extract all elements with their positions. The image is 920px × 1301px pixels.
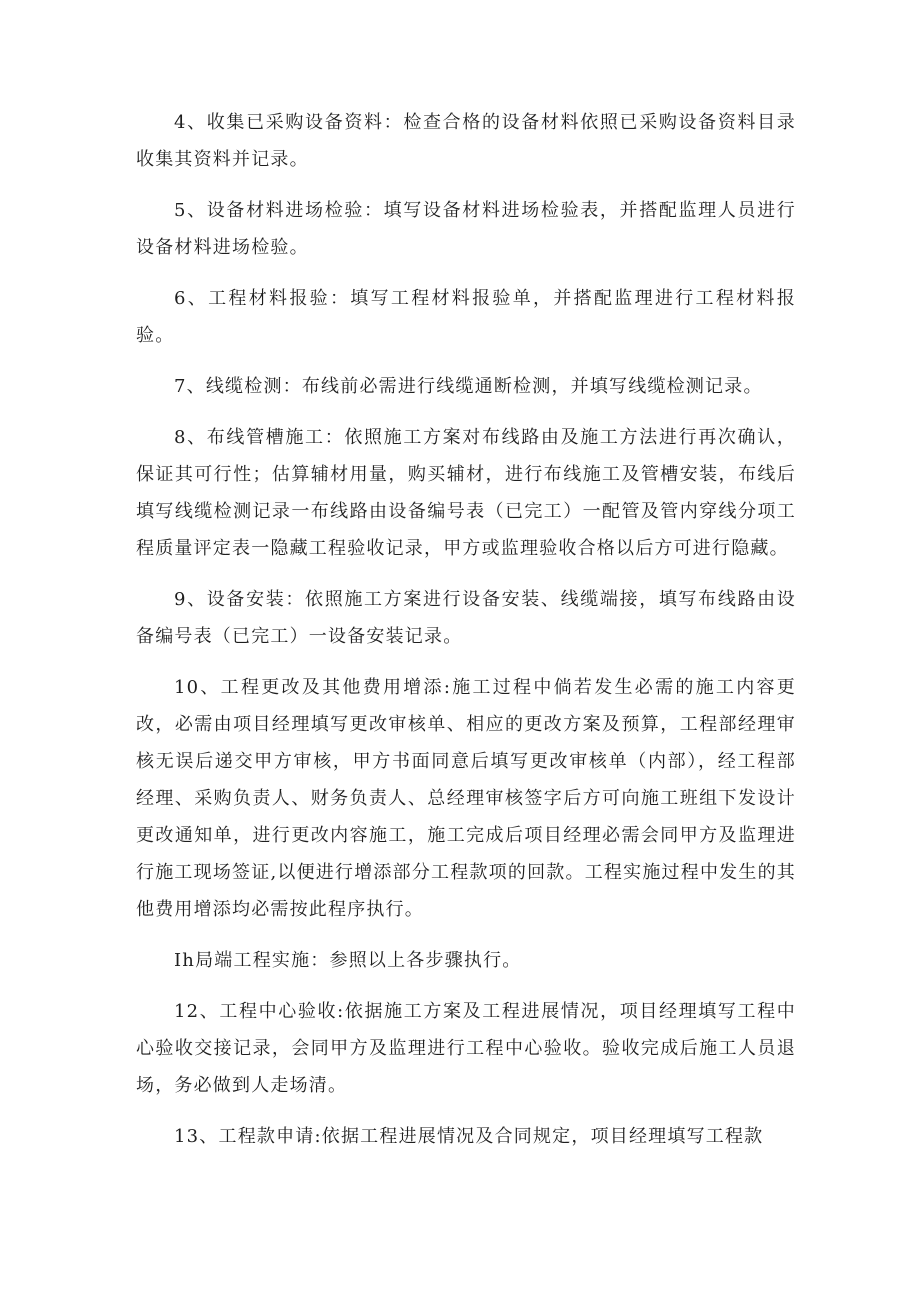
paragraph-step-6: 6、工程材料报验：填写工程材料报验单，并搭配监理进行工程材料报验。 — [136, 288, 796, 346]
paragraph-step-8: 8、布线管槽施工：依照施工方案对布线路由及施工方法进行再次确认，保证其可行性；估算辅材用量，购买辅材，进行布线施工及管槽安装，布线后填写线缆检测记录一布线路由设备编号表（已完工）一配管及管内穿线分项工程质量评定表一隐藏工程验收记录，甲方或监理验收合格以后方可进行隐藏。 — [136, 427, 796, 559]
paragraph-step-11: Ih局端工程实施：参照以上各步骤执行。 — [174, 950, 522, 971]
paragraph-step-9: 9、设备安装：依照施工方案进行设备安装、线缆端接，填写布线路由设备编号表（已完工）一设备安装记录。 — [136, 589, 796, 647]
paragraph-step-10: 10、工程更改及其他费用增添:施工过程中倘若发生必需的施工内容更改，必需由项目经理填写更改审核单、相应的更改方案及预算，工程部经理审核无误后递交甲方审核，甲方书面同意后填写更改审核单（内部），经工程部经理、采购负责人、财务负责人、总经理审核签字后方可向施工班组下发设计更改通知单，进行更改内容施工，施工完成后项目经理必需会同甲方及监理进行施工现场签证,以便进行增添部分工程款项的回款。工程实施过程中发生的其他费用增添均必需按此程序执行。 — [136, 677, 796, 920]
paragraph-step-5: 5、设备材料进场检验：填写设备材料进场检验表，并搭配监理人员进行设备材料进场检验。 — [136, 200, 796, 258]
paragraph-step-7: 7、线缆检测：布线前必需进行线缆通断检测，并填写线缆检测记录。 — [174, 376, 763, 397]
paragraph-step-12: 12、工程中心验收:依据施工方案及工程进展情况，项目经理填写工程中心验收交接记录，会同甲方及监理进行工程中心验收。验收完成后施工人员退场，务必做到人走场清。 — [136, 1001, 796, 1096]
paragraph-step-4: 4、收集已采购设备资料：检查合格的设备材料依照已采购设备资料目录收集其资料并记录。 — [136, 112, 796, 170]
paragraph-step-13: 13、工程款申请:依据工程进展情况及合同规定，项目经理填写工程款 — [174, 1126, 764, 1147]
document-body — [136, 104, 796, 1169]
